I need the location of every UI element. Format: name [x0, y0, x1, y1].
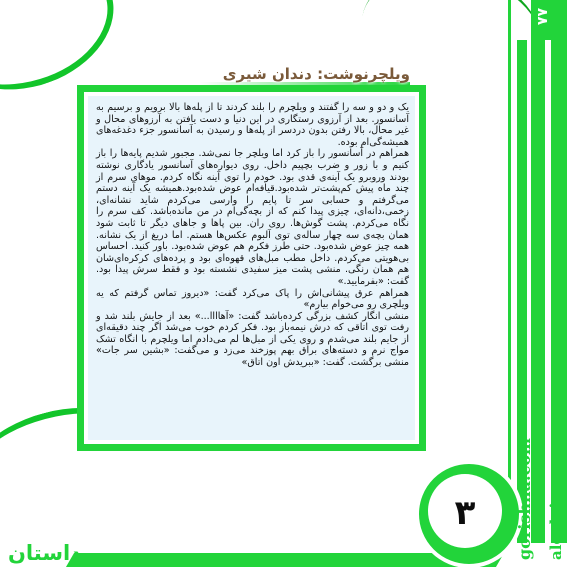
article-panel [77, 85, 426, 451]
category-label: داستان [8, 541, 82, 565]
site-label-aleph: aleph.ir [547, 494, 565, 560]
section-number: ۳ [454, 493, 476, 533]
page-number: ۷۷ [535, 8, 551, 26]
article-body [96, 102, 409, 436]
article-paragraph: همراهم در آسانسور را باز کرد اما ویلچر جا نمی‌شد. مجبور شدیم پایه‌ها را باز کنیم و با زور و ضرب بچپیم داخل. روی دیواره‌های آسانسور یادگاری نوشته بودند وروبرو یک آینه‌ی قدی بود. خودم را توی آینه نگاه کردم. موهای سرم از چند ماه پیش کم‌پشت‌تر شده‌بود.قیافه‌ام عوض شده‌بود.همیشه یک آینه دستم می‌گرفتم و حسابی سر تا پایم را وارسی می‌کردم شاید نشانه‌ای، زخمی،دانه‌ای، چیزی پیدا کنم که از بچه‌گی‌ام در من مانده‌باشد. کف سرم را نگاه می‌کردم. پشت گوش‌ها. روی ران. بین پاها و جاهای دیگر تا ثابت شود همان بچه‌ی سه چهار ساله‌ی توی آلبوم عکس‌ها هستم. اما دریغ از یک نشانه. همه چیز عوض شده‌بود. حتی طرز فکرم هم عوض شده‌بود. باور کنید. احساس بی‌هویتی می‌کردم. داخل مطب مبل‌های قهوه‌ای بود و پرده‌های کرکره‌ای‌شان هم همان رنگی. منشی پشت میز سفیدی نشسته بود و فقط سرش پیدا بود. گفت: «بفرمایید.» [96, 148, 409, 287]
article-title: ویلچرنوشت: دندان شیری [222, 65, 410, 83]
article-paragraph: همراهم عرق پیشانی‌اش را پاک می‌کرد گفت: «دیروز تماس گرفتم که یه ویلچری رو می‌خوام بیارم» [96, 287, 409, 311]
site-label-gorishna: gorishna.com [515, 438, 534, 560]
article-panel-inner [88, 96, 415, 440]
article-paragraph: منشی انگار کشف بزرگی کرده‌باشد گفت: «آهاااا...» بعد از جایش بلند شد و رفت توی اتاقی که درش نیمه‌باز بود. فکر کردم خوب می‌شد اگر چند دقیقه‌ای از جایم بلند می‌شدم و روی یکی از مبل‌ها لم می‌دادم اما ویلچرم با انگاه تشک مواج نرم و دسته‌های براق بهم پوزخند می‌زد و می‌گفت: «بشین سر جات» منشی برگشت. گفت: «ببریدش اون اتاق» [96, 310, 409, 369]
article-paragraph: یک و دو و سه را گفتند و ویلچرم را بلند کردند تا از پله‌ها بالا برویم و برسیم به آسانسور. بعد از آرزوی رستگاری در این دنیا و دست یافتن به آرزوهای محال و غیر محال، بالا رفتن بدون دردسر از پله‌ها و رسیدن به آسانسور جزء دغدغه‌های همیشه‌گی‌ام بوده. [96, 102, 409, 148]
